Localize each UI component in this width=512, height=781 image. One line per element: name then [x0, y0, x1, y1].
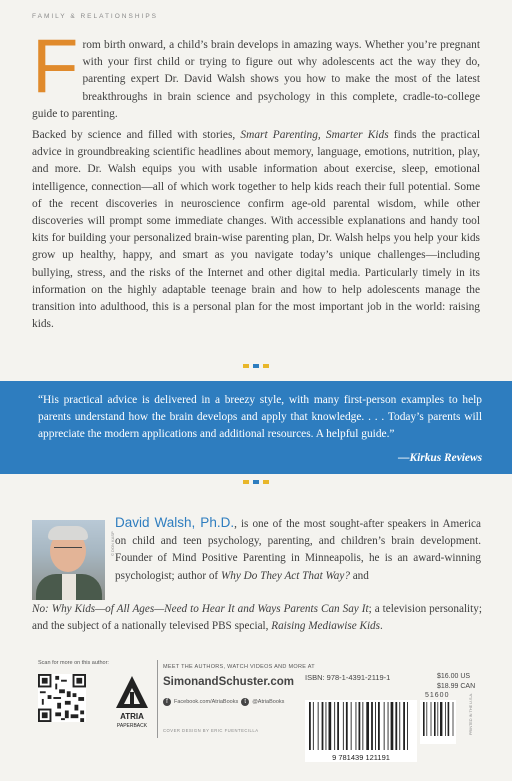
blue-dot [253, 480, 259, 484]
printed-in: PRINTED IN THE U.S.A. [469, 692, 473, 735]
intro-paragraph-1-text: rom birth onward, a child’s brain develops in amazing ways. Whether you’re pregnant with your first child or trying to figure out why adolescents act the way they do, parenting expert Dr. David Walsh shows you how to make the most of the latest breakthroughs in brain science and psychology in this complete, cradle-to-college guide to parenting. [32, 39, 480, 120]
divider-dots-top [0, 364, 512, 368]
author-bio-text: ; a television personality; and the subject of a nationally televised PBS special, [32, 603, 482, 633]
author-book-3: Raising Mediawise Kids [271, 620, 381, 633]
author-bio [115, 514, 481, 585]
book-title: Smart Parenting, Smarter Kids [240, 129, 389, 142]
blue-dot [253, 364, 259, 368]
author-bio-continued [32, 601, 482, 635]
intro-paragraph-2 [32, 127, 480, 333]
twitter-link[interactable]: @AtriaBooks [252, 699, 285, 705]
intro-paragraph-2-rest: finds the practical advice in groundbreaking scientific headlines about memory, language, emotions, nutrition, play, and more. Dr. Walsh equips you with usable information about exercise, sleep, emotional intelligence, connection—all of which work together to help kids reach their full potential. Some of the recent discoveries in neuroscience confirm age-old parental wisdom, while other discoveries will prompt some immediate changes. With accessible explanations and handy tool kits for building your personalized brain-wise parenting plan, Dr. Walsh helps you help your kids grow up healthy, happy, and smart as you navigate today’s unique challenges—including bullying, stress, and the risks of the Internet and other digital media. Particularly timely in its information on the highly adaptable teenage brain and how to help adolescents manage the transition into adulthood, this is a personal plan for the most important job in the world: raising kids. [32, 129, 480, 331]
review-quote: “His practical advice is delivered in a breezy style, with many first-person examples to help parents understand how the brain develops and apply that knowledge. . . . Today’s parents will appreciate the modern applications and additional resources. A helpful guide.” [38, 394, 482, 441]
intro-paragraph-1 [32, 24, 480, 123]
photo-shirt [62, 574, 76, 600]
publisher-website-link[interactable]: SimonandSchuster.com [163, 676, 295, 688]
facebook-link[interactable]: Facebook.com/AtriaBooks [174, 699, 239, 705]
review-attribution: —Kirkus Reviews [398, 452, 482, 464]
qr-code[interactable] [38, 674, 86, 722]
social-links [163, 698, 284, 706]
author-bio-text: and [349, 569, 369, 582]
yellow-dot [243, 364, 249, 368]
author-photo [32, 520, 105, 600]
twitter-icon[interactable]: t [241, 698, 249, 706]
intro-text [32, 24, 480, 333]
price-code: 51600 [425, 692, 450, 699]
scan-label: Scan for more on this author: [38, 660, 109, 666]
intro-paragraph-2-start: Backed by science and filled with stories, [32, 129, 241, 142]
photo-hair [48, 526, 88, 540]
price-barcode [420, 700, 460, 744]
photo-credit: © DON KASP [110, 531, 115, 556]
imprint-name: PAPERBACK [116, 723, 148, 729]
yellow-dot [263, 364, 269, 368]
divider-dots-bottom [0, 480, 512, 484]
author-bio-text: . [380, 620, 383, 633]
author-name: David Walsh, Ph.D. [115, 515, 235, 530]
drop-cap: F [32, 24, 79, 109]
publisher-name: ATRIA [120, 712, 144, 721]
price-us: $16.00 US [437, 673, 471, 680]
meet-authors-text: MEET THE AUTHORS, WATCH VIDEOS AND MORE AT [163, 664, 315, 670]
cover-design-credit: COVER DESIGN BY ERIC FUENTECILLA [163, 728, 259, 733]
facebook-icon[interactable]: f [163, 698, 171, 706]
category-label: FAMILY & RELATIONSHIPS [32, 13, 158, 20]
barcode-digits: 9 781439 121191 [332, 753, 390, 762]
author-book-1: Why Do They Act That Way? [220, 569, 350, 582]
yellow-dot [263, 480, 269, 484]
footer-divider [157, 660, 158, 738]
yellow-dot [243, 480, 249, 484]
author-bio-text: , is one of the most sought-after speakers in America on child and teen psychology, parenting, and children’s brain development. Founder of Mind Positive Parenting in Minneapolis, he is an award-winning psychologist; author of [115, 518, 481, 582]
atria-logo [112, 674, 152, 734]
photo-glasses [54, 547, 82, 553]
author-book-2: No: Why Kids—of All Ages—Need to Hear It and Ways Parents Can Say It [32, 603, 369, 615]
isbn: ISBN: 978-1-4391-2119-1 [305, 673, 391, 682]
price-can: $18.99 CAN [437, 683, 476, 690]
